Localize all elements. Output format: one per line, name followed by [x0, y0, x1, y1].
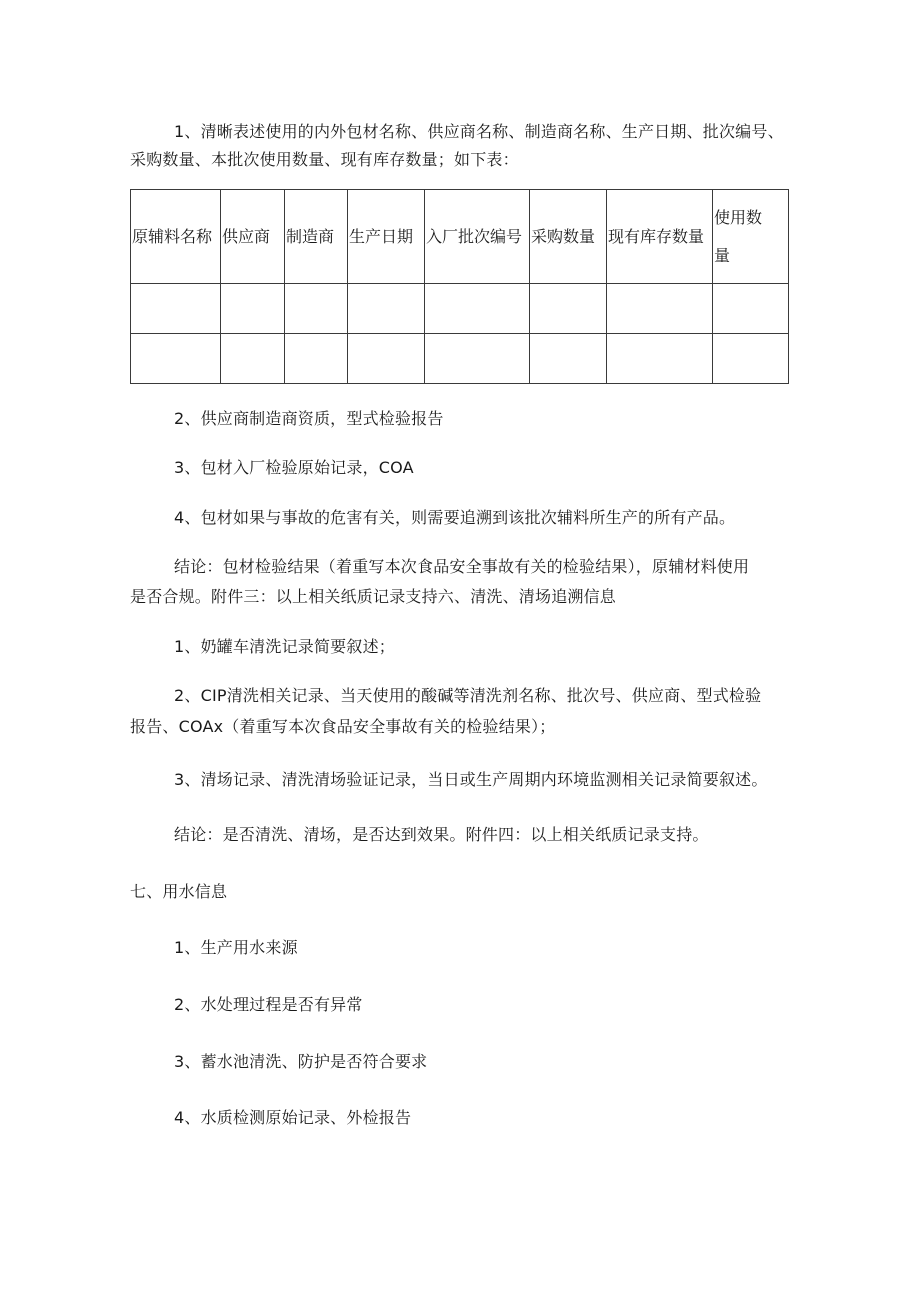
table-cell [713, 284, 789, 334]
list-item: 2、水处理过程是否有异常 [174, 995, 363, 1014]
table-cell [713, 334, 789, 384]
list-item: 4、包材如果与事故的危害有关，则需要追溯到该批次辅料所生产的所有产品。 [174, 508, 736, 527]
table-row [131, 284, 789, 334]
table-header-cell: 入厂批次编号 [425, 190, 530, 284]
table-header-cell: 现有库存数量 [607, 190, 713, 284]
table-header-cell: 供应商 [221, 190, 285, 284]
paragraph-1-line-2: 采购数量、本批次使用数量、现有库存数量；如下表： [130, 150, 519, 169]
conclusion-line-2: 是否合规。附件三：以上相关纸质记录支持六、清洗、清场追溯信息 [130, 587, 617, 606]
table-cell [348, 284, 425, 334]
table-header-row [131, 190, 789, 284]
conclusion-2: 结论：是否清洗、清场，是否达到效果。附件四：以上相关纸质记录支持。 [174, 825, 709, 844]
table-header-cell: 生产日期 [348, 190, 425, 284]
table-row [131, 334, 789, 384]
table-cell [425, 334, 530, 384]
table-cell [285, 284, 348, 334]
list-item: 3、清场记录、清洗清场验证记录，当日或生产周期内环境监测相关记录简要叙述。 [174, 770, 768, 789]
materials-table [130, 189, 789, 384]
table-cell [285, 334, 348, 384]
table-header-cell: 制造商 [285, 190, 348, 284]
table-cell [348, 334, 425, 384]
conclusion-line-1: 结论：包材检验结果（着重写本次食品安全事故有关的检验结果），原辅材料使用 [174, 557, 750, 576]
table-header-cell: 原辅料名称 [131, 190, 221, 284]
paragraph-1-line-1: 1、清晰表述使用的内外包材名称、供应商名称、制造商名称、生产日期、批次编号、 [174, 122, 784, 141]
table-cell [131, 284, 221, 334]
table-cell [530, 284, 607, 334]
table-cell [530, 334, 607, 384]
table-cell [607, 284, 713, 334]
table-cell [131, 334, 221, 384]
list-item: 2、CIP清洗相关记录、当天使用的酸碱等清洗剂名称、批次号、供应商、型式检验 [174, 686, 762, 705]
list-item: 1、奶罐车清洗记录简要叙述； [174, 637, 395, 656]
table-cell [425, 284, 530, 334]
list-item: 4、水质检测原始记录、外检报告 [174, 1108, 412, 1127]
list-item: 3、蓄水池清洗、防护是否符合要求 [174, 1052, 428, 1071]
section-heading: 七、用水信息 [130, 882, 228, 901]
table-cell [221, 334, 285, 384]
list-item: 3、包材入厂检验原始记录，COA [174, 458, 414, 477]
list-item: 报告、COAx（着重写本次食品安全事故有关的检验结果）； [130, 717, 556, 736]
table-header-cell: 采购数量 [530, 190, 607, 284]
table-cell [607, 334, 713, 384]
table-header-cell: 使用数量 [713, 190, 789, 284]
list-item: 2、供应商制造商资质，型式检验报告 [174, 409, 444, 428]
list-item: 1、生产用水来源 [174, 938, 298, 957]
table-cell [221, 284, 285, 334]
